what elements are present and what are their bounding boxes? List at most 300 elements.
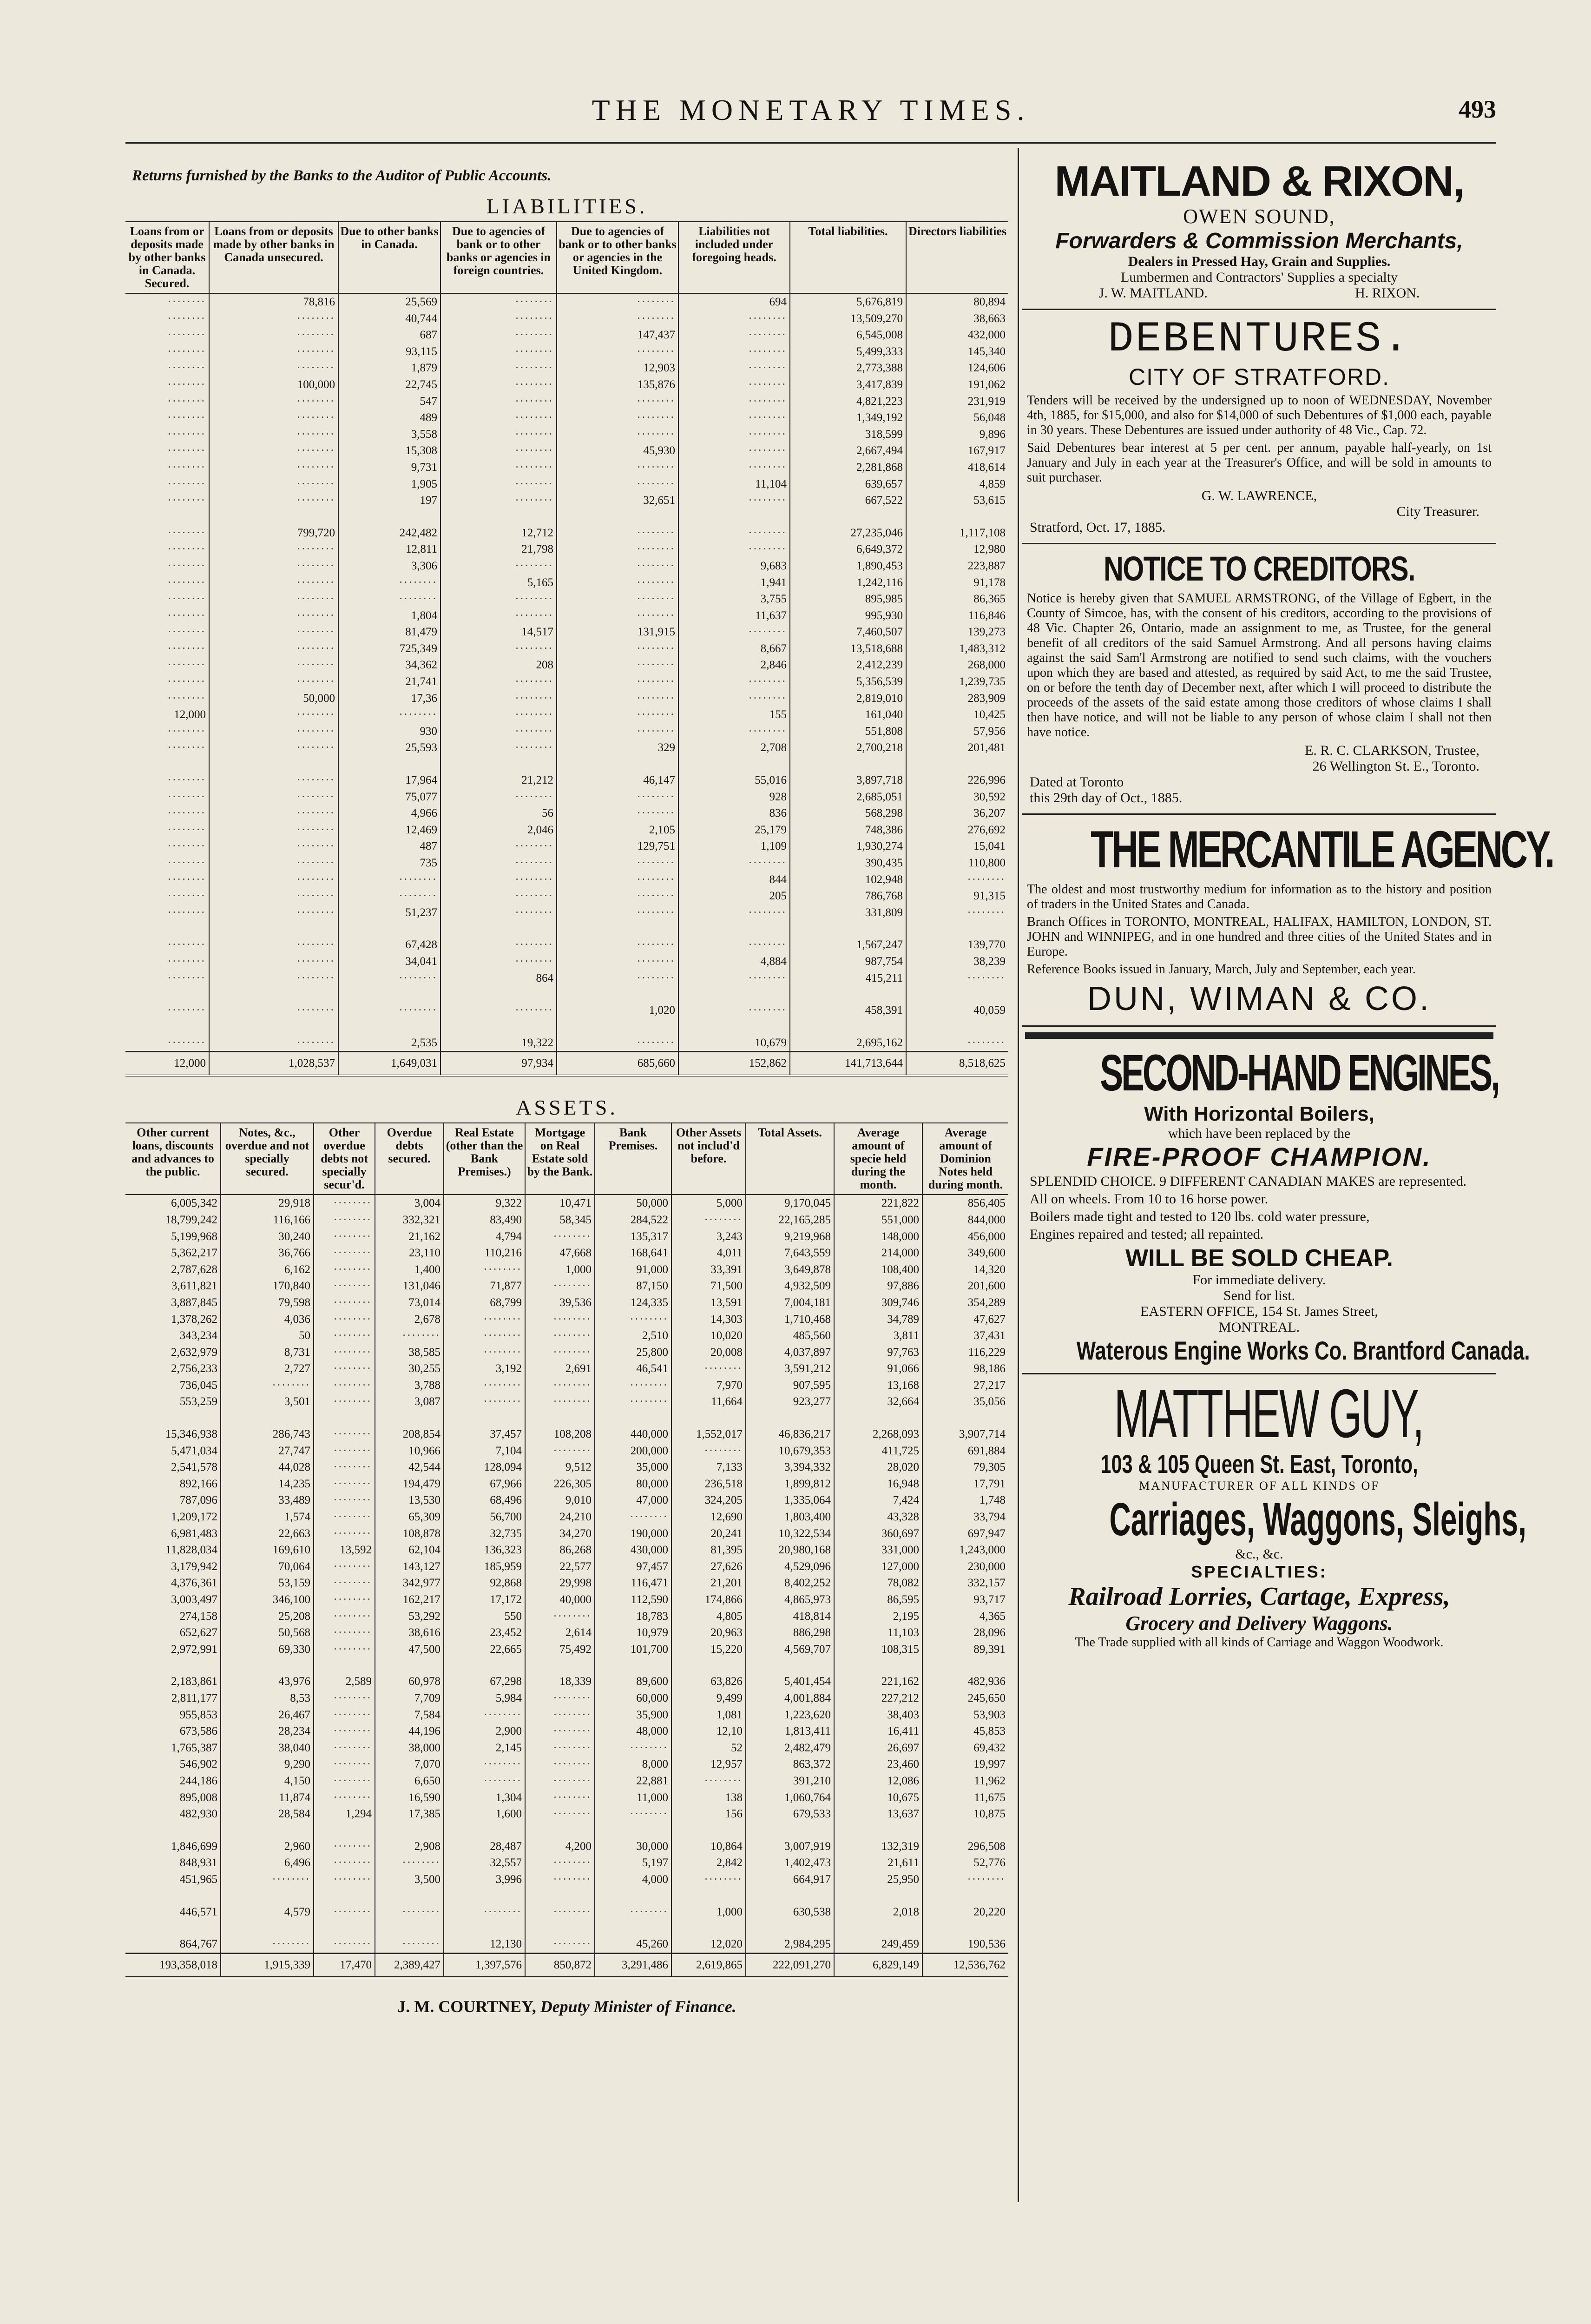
table-cell: 5,471,034 — [125, 1443, 221, 1459]
total-cell: 141,713,644 — [790, 1052, 906, 1076]
table-cell: 787,096 — [125, 1492, 221, 1509]
debentures-city: CITY OF STRATFORD. — [1129, 364, 1390, 390]
table-cell: ········ — [440, 343, 557, 360]
table-cell: 18,799,242 — [125, 1212, 221, 1228]
table-cell: 349,600 — [967, 1247, 1006, 1260]
table-cell: ········ — [444, 1707, 525, 1723]
table-cell: 81,479 — [338, 624, 440, 640]
table-cell: 108,315 — [834, 1641, 922, 1658]
debentures-para-2: Said Debentures bear interest at 5 per cent. per annum, payable half-yearly, on 1st January and July in each year at the Treasurer's Office, and will be sold in amounts to suit purchaser. — [1027, 441, 1492, 485]
table-cell: 116,229 — [968, 1346, 1006, 1359]
table-cell: ········ — [209, 838, 338, 855]
table-cell — [922, 1920, 1008, 1936]
table-cell: 50,568 — [221, 1624, 314, 1641]
table-cell: 3,558 — [338, 426, 440, 443]
table-cell: 128,094 — [444, 1459, 525, 1476]
page-header — [125, 93, 1496, 135]
table-cell: 22,665 — [444, 1641, 525, 1658]
table-cell: 10,875 — [973, 1808, 1006, 1821]
table-cell — [678, 1019, 790, 1035]
table-cell: ········ — [440, 442, 557, 459]
column-divider — [1018, 148, 1019, 2202]
table-cell: ········ — [209, 805, 338, 822]
creditors-title: NOTICE TO CREDITORS. — [1104, 549, 1415, 588]
table-cell: ········ — [209, 393, 338, 410]
table-cell: 21,741 — [338, 673, 440, 690]
table-row — [125, 310, 1008, 327]
table-cell: 458,391 — [790, 1002, 906, 1019]
table-cell: ········ — [525, 1707, 595, 1723]
liabilities-group-gap — [125, 1019, 1008, 1035]
table-row — [125, 1360, 1008, 1377]
table-cell: 8,000 — [595, 1756, 671, 1773]
table-cell: 268,000 — [967, 659, 1006, 672]
table-cell: ········ — [525, 1228, 595, 1245]
table-cell: 38,585 — [375, 1344, 444, 1361]
table-cell: ········ — [557, 673, 678, 690]
table-cell: ········ — [125, 838, 209, 855]
table-cell: 418,614 — [967, 461, 1006, 474]
table-cell: 29,918 — [221, 1195, 314, 1212]
table-cell: ········ — [525, 1608, 595, 1625]
table-cell: 3,755 — [678, 591, 790, 607]
table-cell: 57,956 — [973, 725, 1006, 738]
table-cell: 20,008 — [671, 1344, 746, 1361]
table-cell: ········ — [557, 574, 678, 591]
assets-group-gap — [125, 1888, 1008, 1904]
maitland-rixon-ad — [1022, 153, 1496, 310]
table-cell: ········ — [125, 937, 209, 953]
table-cell: 7,584 — [375, 1707, 444, 1723]
table-cell: 136,323 — [444, 1542, 525, 1558]
table-cell: 32,651 — [557, 492, 678, 509]
table-cell: 6,496 — [221, 1855, 314, 1871]
table-cell: 28,234 — [221, 1723, 314, 1740]
table-cell: ········ — [440, 673, 557, 690]
table-cell: 4,579 — [221, 1904, 314, 1921]
table-cell: ········ — [209, 855, 338, 872]
table-cell: ········ — [125, 723, 209, 740]
table-cell: 6,981,483 — [125, 1525, 221, 1542]
table-cell: 1,242,116 — [790, 574, 906, 591]
maitland-trade: Forwarders & Commission Merchants, — [1055, 229, 1463, 253]
table-cell: 895,985 — [790, 591, 906, 607]
total-cell: 8,518,625 — [906, 1052, 1008, 1076]
table-cell: 12,000 — [125, 706, 209, 723]
table-cell — [221, 1920, 314, 1936]
table-cell: ········ — [125, 822, 209, 838]
table-cell — [790, 1019, 906, 1035]
table-cell: ········ — [595, 1393, 671, 1410]
table-cell: 30,255 — [375, 1360, 444, 1377]
table-cell: 15,041 — [973, 840, 1006, 853]
table-cell — [671, 1888, 746, 1904]
table-cell: 7,104 — [444, 1443, 525, 1459]
table-cell: 33,391 — [671, 1261, 746, 1278]
table-cell: 52,776 — [973, 1856, 1006, 1869]
table-cell: 56,048 — [973, 411, 1006, 424]
table-cell — [314, 1822, 375, 1838]
table-cell: 2,972,991 — [125, 1641, 221, 1658]
assets-group-gap — [125, 1410, 1008, 1426]
table-cell — [922, 1822, 1008, 1838]
table-cell: ········ — [314, 1591, 375, 1608]
table-cell — [375, 1657, 444, 1673]
table-cell: ········ — [967, 873, 1006, 886]
table-row — [125, 1426, 1008, 1443]
table-cell: 1,552,017 — [671, 1426, 746, 1443]
table-cell: 5,362,217 — [125, 1245, 221, 1261]
table-cell: 35,900 — [595, 1707, 671, 1723]
table-cell: 691,884 — [967, 1444, 1006, 1457]
table-cell: ········ — [338, 970, 440, 987]
table-cell: 161,040 — [790, 706, 906, 723]
table-cell: 221,162 — [834, 1673, 922, 1690]
table-cell: 4,036 — [221, 1311, 314, 1328]
table-cell: ········ — [338, 888, 440, 905]
table-cell — [314, 1888, 375, 1904]
table-cell: ········ — [557, 937, 678, 953]
table-cell: 3,907,714 — [959, 1428, 1006, 1441]
table-cell: ········ — [314, 1228, 375, 1245]
table-cell: ········ — [209, 706, 338, 723]
table-cell: 4,966 — [338, 805, 440, 822]
debentures-title: DEBENTURES. — [1108, 315, 1411, 363]
table-cell: 18,783 — [595, 1608, 671, 1625]
guy-specialties: SPECIALTIES: — [1191, 1562, 1328, 1581]
table-cell: ········ — [557, 476, 678, 493]
table-row — [125, 789, 1008, 805]
table-cell: 38,616 — [375, 1624, 444, 1641]
table-cell: 34,362 — [338, 657, 440, 673]
table-cell: ········ — [967, 1873, 1006, 1886]
table-cell: 46,147 — [557, 772, 678, 789]
table-cell: 10,679,353 — [746, 1443, 834, 1459]
engines-company: Waterous Engine Works Co. Brantford Canada. — [1076, 1336, 1530, 1365]
table-cell: ········ — [678, 624, 790, 640]
table-cell — [906, 921, 1008, 937]
table-row — [125, 393, 1008, 410]
table-cell: 14,303 — [671, 1311, 746, 1328]
table-cell: ········ — [671, 1212, 746, 1228]
table-cell: 1,402,473 — [746, 1855, 834, 1871]
table-cell: ········ — [440, 492, 557, 509]
table-cell: 687 — [338, 327, 440, 343]
table-cell: 15,346,938 — [125, 1426, 221, 1443]
table-cell: 50,000 — [595, 1195, 671, 1212]
table-cell: ········ — [314, 1641, 375, 1658]
table-cell: ········ — [209, 1035, 338, 1052]
table-row — [125, 1377, 1008, 1394]
assets-column-header: Overdue debts secured. — [375, 1123, 444, 1195]
table-cell: 1,020 — [557, 1002, 678, 1019]
creditors-dated-2: this 29th day of Oct., 1885. — [1030, 790, 1183, 805]
table-cell: 487 — [338, 838, 440, 855]
debentures-signer: G. W. LAWRENCE, — [1201, 488, 1317, 503]
table-cell: 2,145 — [444, 1740, 525, 1756]
maitland-partners — [1025, 285, 1493, 301]
table-cell: 7,424 — [834, 1492, 922, 1509]
table-cell: 15,308 — [338, 442, 440, 459]
table-cell: 4,569,707 — [746, 1641, 834, 1658]
table-cell: ········ — [525, 1278, 595, 1294]
table-cell — [125, 1888, 221, 1904]
table-cell: 17,36 — [338, 690, 440, 707]
table-cell: ········ — [444, 1344, 525, 1361]
table-cell: 37,431 — [973, 1329, 1006, 1342]
table-cell: 551,808 — [790, 723, 906, 740]
table-row — [125, 343, 1008, 360]
table-cell: 138 — [671, 1789, 746, 1806]
table-cell: ········ — [440, 459, 557, 476]
table-cell: 12,980 — [973, 543, 1006, 556]
table-cell: 1,813,411 — [746, 1723, 834, 1740]
table-cell: 11,675 — [974, 1791, 1006, 1804]
table-cell: ········ — [375, 1904, 444, 1921]
table-cell: 75,492 — [525, 1641, 595, 1658]
table-cell: 10,864 — [671, 1838, 746, 1855]
table-cell: 6,162 — [221, 1261, 314, 1278]
table-cell: 2,046 — [440, 822, 557, 838]
table-row — [125, 872, 1008, 888]
table-row — [125, 426, 1008, 443]
table-cell: 4,859 — [979, 477, 1006, 490]
table-cell: 28,096 — [973, 1626, 1006, 1639]
table-cell: 331,000 — [834, 1542, 922, 1558]
table-cell: ········ — [440, 558, 557, 574]
table-cell: 12,020 — [671, 1936, 746, 1953]
table-cell: ········ — [595, 1806, 671, 1822]
guy-title: MATTHEW GUY, — [1114, 1375, 1423, 1452]
liabilities-group-gap — [125, 986, 1008, 1002]
guy-address: 103 & 105 Queen St. East, Toronto, — [1100, 1449, 1418, 1479]
assets-column-header: Other overdue debts not specially secur'd. — [314, 1123, 375, 1195]
table-cell: ········ — [209, 772, 338, 789]
table-cell: 2,960 — [221, 1838, 314, 1855]
table-cell: 9,683 — [678, 558, 790, 574]
table-cell: ········ — [314, 1773, 375, 1789]
table-row — [125, 723, 1008, 740]
table-cell: ········ — [314, 1740, 375, 1756]
table-cell: ········ — [678, 360, 790, 376]
table-cell: 91,315 — [973, 890, 1006, 903]
table-cell: 28,020 — [834, 1459, 922, 1476]
table-cell: 10,675 — [834, 1789, 922, 1806]
table-row — [125, 838, 1008, 855]
table-cell: ········ — [314, 1195, 375, 1212]
table-cell — [375, 1410, 444, 1426]
table-cell: 1,899,812 — [746, 1476, 834, 1492]
maitland-partner: J. W. MAITLAND. — [1098, 285, 1208, 301]
table-cell: ········ — [444, 1756, 525, 1773]
table-cell: ········ — [678, 905, 790, 921]
table-cell: ········ — [314, 1492, 375, 1509]
total-cell: 685,660 — [557, 1052, 678, 1076]
assets-column-header: Average amount of specie held during the month. — [834, 1123, 922, 1195]
table-cell: ········ — [440, 855, 557, 872]
table-cell: ········ — [678, 310, 790, 327]
table-cell — [790, 921, 906, 937]
table-cell: 4,037,897 — [746, 1344, 834, 1361]
table-cell: 226,996 — [967, 774, 1006, 787]
table-cell: 2,984,295 — [746, 1936, 834, 1953]
table-cell: ········ — [678, 492, 790, 509]
table-cell: 50 — [221, 1327, 314, 1344]
table-cell: 987,754 — [790, 953, 906, 970]
table-cell: ········ — [678, 426, 790, 443]
table-cell — [125, 1410, 221, 1426]
table-cell: 2,018 — [834, 1904, 922, 1921]
table-cell: ········ — [557, 657, 678, 673]
table-cell — [595, 1822, 671, 1838]
table-cell: ········ — [525, 1855, 595, 1871]
table-cell: 60,978 — [375, 1673, 444, 1690]
table-cell: 2,695,162 — [790, 1035, 906, 1052]
table-cell: ········ — [125, 805, 209, 822]
table-cell: 79,305 — [973, 1461, 1006, 1474]
table-cell: 208 — [440, 657, 557, 673]
table-cell — [671, 1822, 746, 1838]
table-cell: ········ — [314, 1525, 375, 1542]
table-cell: 3,611,821 — [125, 1278, 221, 1294]
table-cell: 9,010 — [525, 1492, 595, 1509]
table-cell: ········ — [338, 1002, 440, 1019]
table-cell: 8,731 — [221, 1344, 314, 1361]
table-cell: ········ — [525, 1443, 595, 1459]
table-cell: 10,322,534 — [746, 1525, 834, 1542]
total-cell: 97,934 — [440, 1052, 557, 1076]
table-cell: 418,814 — [746, 1608, 834, 1625]
table-cell: ········ — [209, 442, 338, 459]
table-cell: ········ — [314, 1838, 375, 1855]
table-cell: 25,569 — [338, 293, 440, 310]
table-cell: 8,402,252 — [746, 1575, 834, 1591]
table-cell: ········ — [440, 360, 557, 376]
table-cell: ········ — [557, 393, 678, 410]
total-cell: 193,358,018 — [125, 1953, 221, 1977]
table-cell: 190,536 — [967, 1938, 1006, 1951]
table-cell: ········ — [209, 409, 338, 426]
table-cell — [338, 756, 440, 772]
table-cell: ········ — [557, 426, 678, 443]
total-cell: 3,291,486 — [595, 1953, 671, 1977]
table-cell: ········ — [314, 1509, 375, 1525]
table-cell — [125, 1019, 209, 1035]
table-cell: ········ — [314, 1904, 375, 1921]
table-cell: ········ — [525, 1789, 595, 1806]
table-cell: 390,435 — [790, 855, 906, 872]
total-cell: 12,536,762 — [922, 1953, 1008, 1977]
table-cell: 276,692 — [967, 823, 1006, 836]
table-cell: ········ — [678, 690, 790, 707]
table-cell: 38,239 — [973, 955, 1006, 968]
table-cell — [440, 1019, 557, 1035]
total-cell: 1,397,576 — [444, 1953, 525, 1977]
table-cell: ········ — [557, 541, 678, 558]
liabilities-header-row — [125, 222, 1008, 293]
table-cell — [922, 1888, 1008, 1904]
table-cell: 13,168 — [834, 1377, 922, 1394]
table-cell: ········ — [209, 789, 338, 805]
table-cell: 3,788 — [375, 1377, 444, 1394]
table-cell: ········ — [314, 1756, 375, 1773]
table-cell — [221, 1822, 314, 1838]
table-cell: ········ — [314, 1558, 375, 1575]
total-cell: 17,470 — [314, 1953, 375, 1977]
table-cell — [746, 1410, 834, 1426]
table-cell: 1,223,620 — [746, 1707, 834, 1723]
table-cell — [525, 1920, 595, 1936]
table-cell: 3,996 — [444, 1871, 525, 1888]
table-cell — [338, 986, 440, 1002]
table-cell: 21,611 — [834, 1855, 922, 1871]
table-cell: 38,403 — [834, 1707, 922, 1723]
creditors-para: Notice is hereby given that SAMUEL ARMSTRONG, of the Village of Egbert, in the County of Simcoe, has, with the consent of his creditors, according to the provisions of 48 Vic. Chapter 26, Ontario, made an assignment to me, as Trustee, for the general benefit of all creditors of the said Samuel Armstrong. And all persons having claims against the said Sam'l Armstrong are notified to send such claims, with the vouchers upon which they are based and attested, as required by said Act, to me the said Trustee, on or before the tenth day of December next, after which I will proceed to distribute the proceeds of the assets of the said estate among those creditors of whose claims I shall then have notice, and will not be liable to any person of whose claim I shall not then have notice. — [1027, 591, 1492, 739]
debentures-ad — [1022, 310, 1496, 544]
debentures-para-1: Tenders will be received by the undersigned up to noon of WEDNESDAY, November 4th, 1885, for $15,000, and also for $14,000 of such Debentures of $1,000 each, payable in 30 years. These Debentures are issued under authority of 48 Vic., Cap. 72. — [1027, 393, 1492, 437]
table-cell: ········ — [209, 905, 338, 921]
table-cell: ········ — [209, 872, 338, 888]
table-cell: 928 — [678, 789, 790, 805]
table-cell — [444, 1888, 525, 1904]
table-cell: 11,637 — [678, 607, 790, 624]
table-cell: 43,976 — [221, 1673, 314, 1690]
table-row — [125, 1476, 1008, 1492]
liabilities-column-header: Liabilities not included under foregoing heads. — [678, 222, 790, 293]
table-cell: 91,066 — [834, 1360, 922, 1377]
table-cell: ········ — [125, 772, 209, 789]
table-cell — [314, 1410, 375, 1426]
table-cell — [221, 1410, 314, 1426]
table-cell: ········ — [221, 1936, 314, 1953]
liabilities-group-gap — [125, 921, 1008, 937]
table-cell: 748,386 — [790, 822, 906, 838]
table-cell: 2,183,861 — [125, 1673, 221, 1690]
table-cell: ········ — [338, 591, 440, 607]
table-cell — [125, 509, 209, 525]
table-cell: 3,087 — [375, 1393, 444, 1410]
table-cell: ········ — [125, 640, 209, 657]
assets-column-header: Notes, &c., overdue and not specially secured. — [221, 1123, 314, 1195]
table-cell: ········ — [209, 541, 338, 558]
table-cell: ········ — [967, 1036, 1006, 1049]
table-cell: 110,800 — [968, 857, 1006, 869]
table-row — [125, 1344, 1008, 1361]
table-row — [125, 1492, 1008, 1509]
table-cell: 5,499,333 — [790, 343, 906, 360]
table-cell: 7,460,507 — [790, 624, 906, 640]
table-cell: 694 — [678, 293, 790, 310]
table-cell: 26,467 — [221, 1707, 314, 1723]
total-cell: 1,915,339 — [221, 1953, 314, 1977]
table-cell: ········ — [440, 393, 557, 410]
table-cell: ········ — [444, 1261, 525, 1278]
table-cell: 73,014 — [375, 1294, 444, 1311]
table-row — [125, 1641, 1008, 1658]
table-cell: 14,235 — [221, 1476, 314, 1492]
table-cell: 2,195 — [834, 1608, 922, 1625]
table-cell: ········ — [595, 1740, 671, 1756]
table-cell: 3,417,839 — [790, 376, 906, 393]
table-cell: 1,846,699 — [125, 1838, 221, 1855]
table-cell: ········ — [444, 1311, 525, 1328]
total-cell: 2,619,865 — [671, 1953, 746, 1977]
table-cell: ········ — [671, 1871, 746, 1888]
table-cell: ········ — [375, 1855, 444, 1871]
table-cell — [834, 1410, 922, 1426]
table-cell: 13,637 — [834, 1806, 922, 1822]
table-cell — [595, 1920, 671, 1936]
